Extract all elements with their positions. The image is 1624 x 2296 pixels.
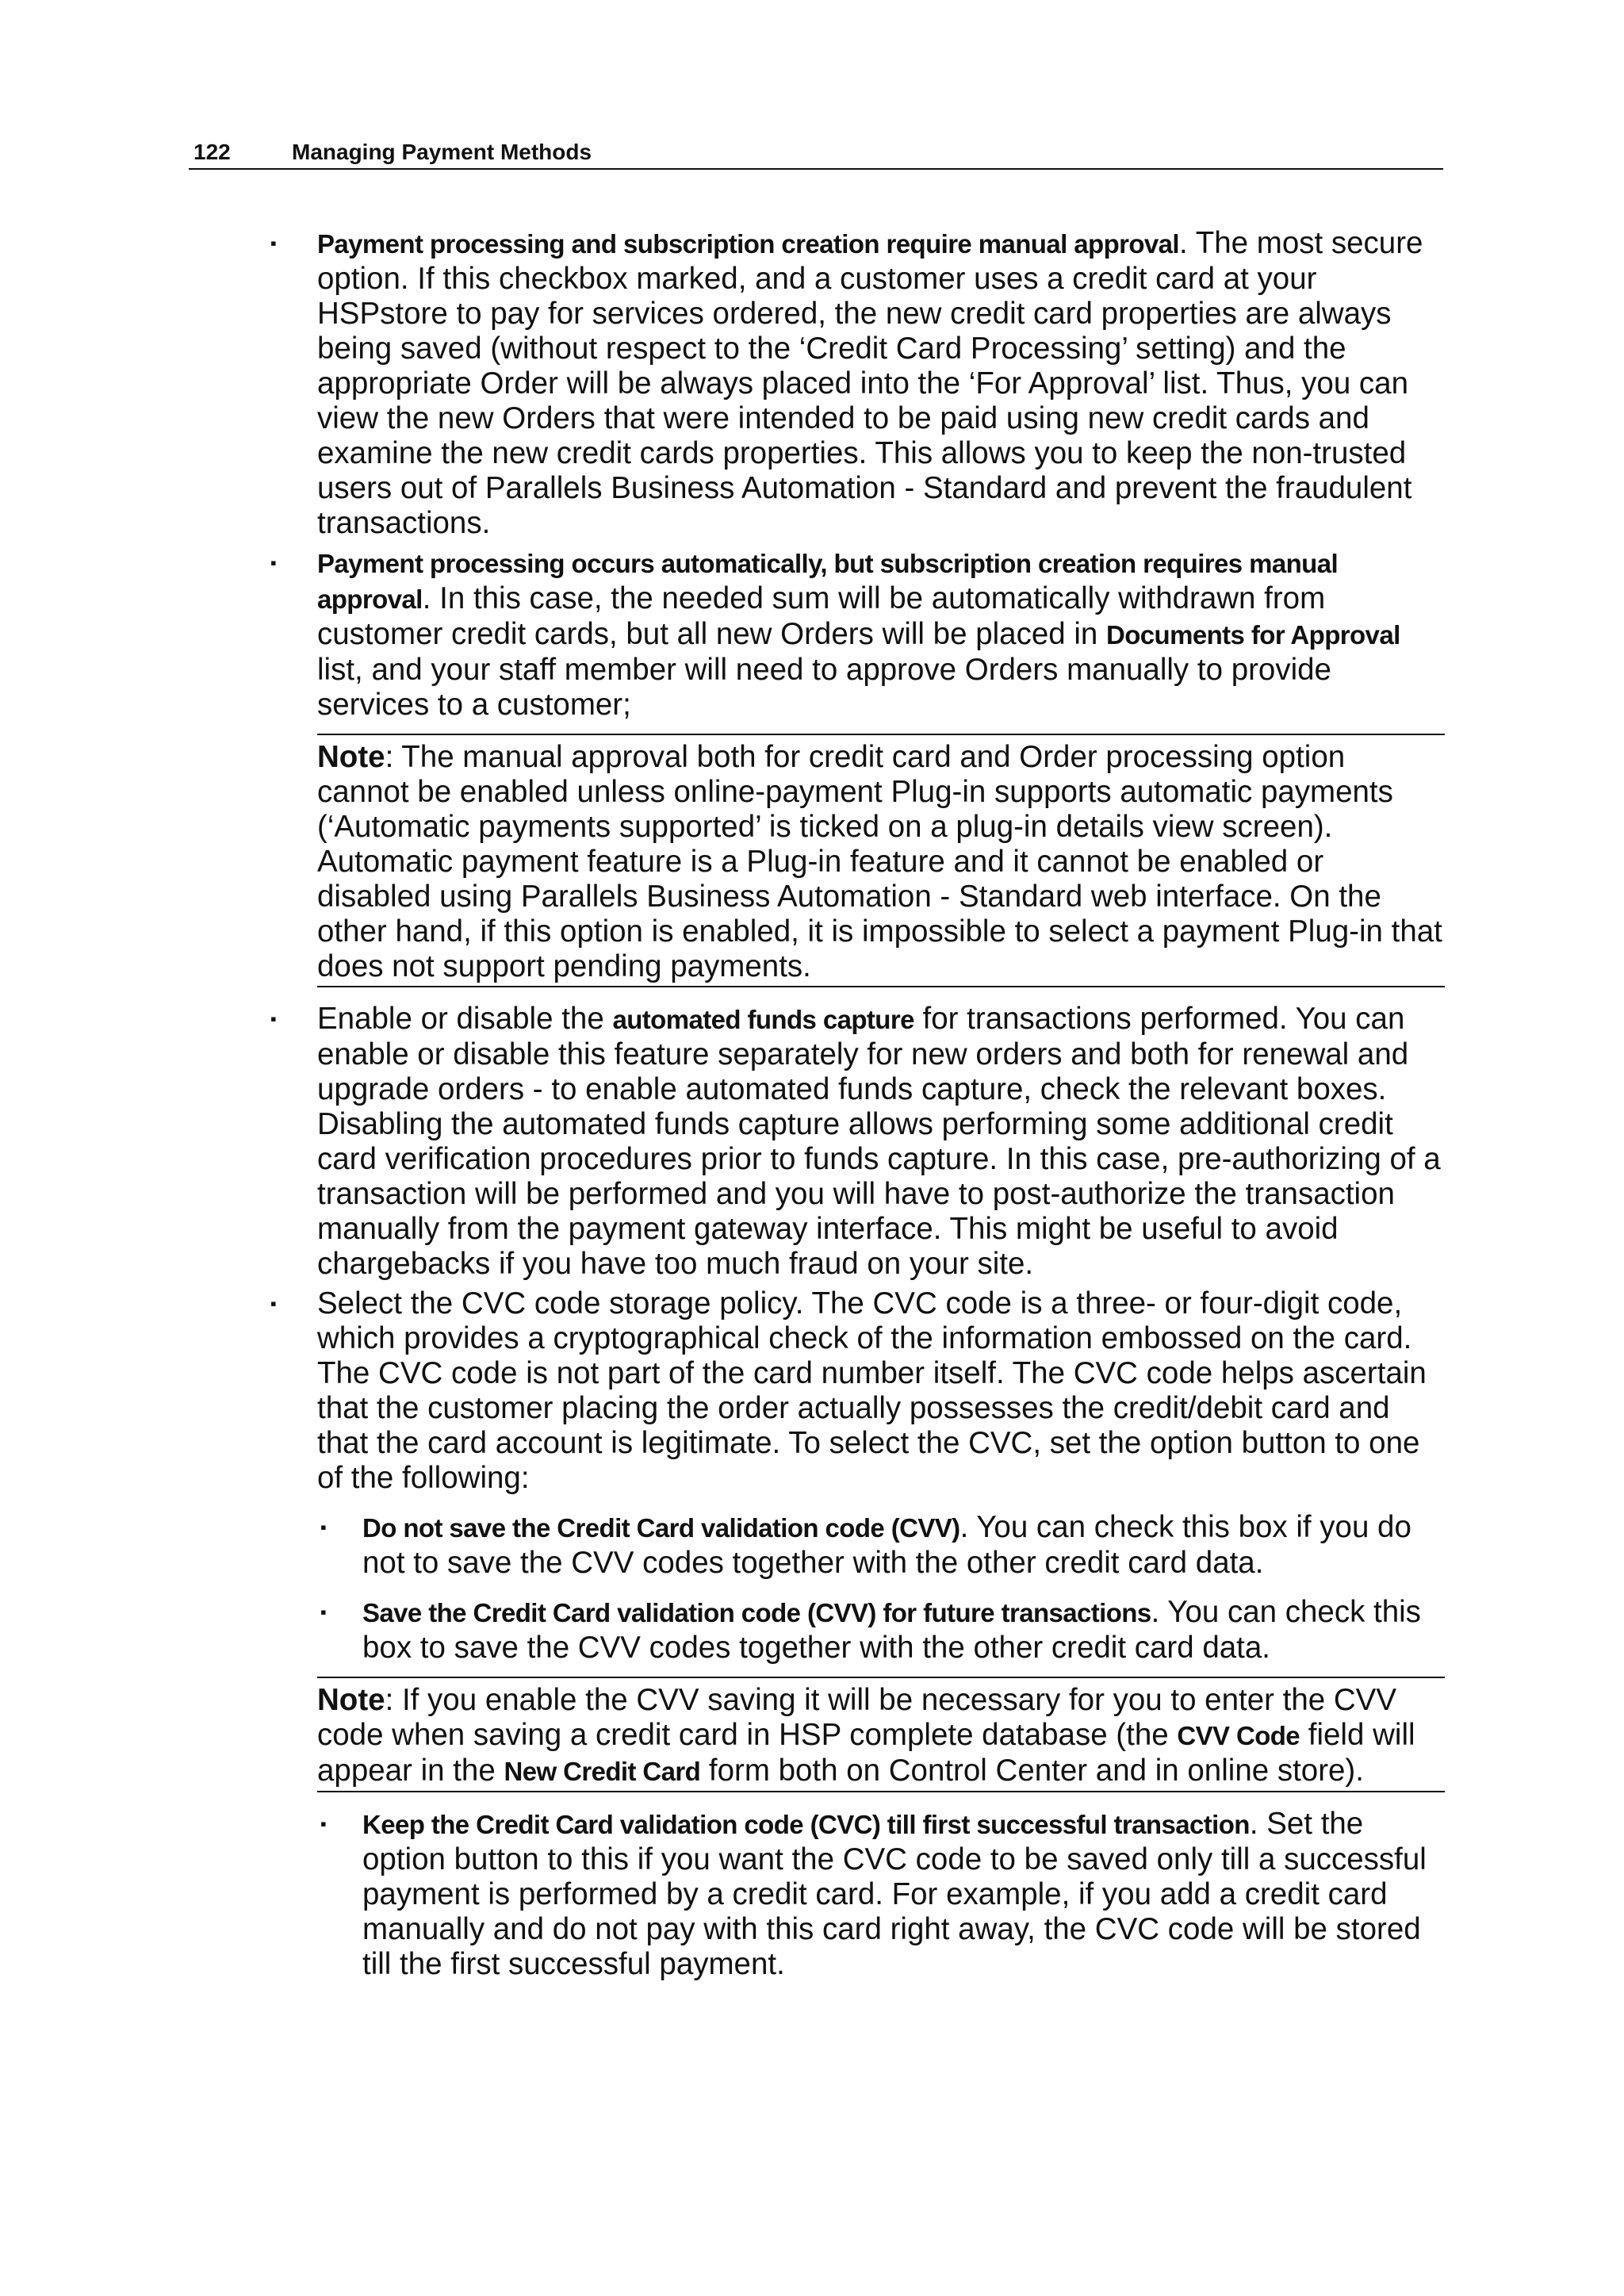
section-title: Managing Payment Methods — [292, 140, 592, 164]
note-text: : The manual approval both for credit card and Order processing option cannot be enabled unless online-payment Plug-in supports automatic payments (‘Automatic payments supported’ is ticked on a plug-in details view screen). Automatic payment feature is a Plug-in feature and it cannot be enabled or disabled using Parallels Business Automation - Standard web interface. On the other hand, if this option is enabled, it is impossible to select a payment Plug-in that does not support pending payments. — [317, 740, 1442, 983]
option-description-cont: list, and your staff member will need to approve Orders manually to provide services to a customer; — [317, 653, 1331, 722]
bullet-item-manual-approval — [270, 226, 1445, 541]
bullet-icon: ▪ — [270, 1009, 277, 1029]
note-heading: Note — [317, 1683, 385, 1717]
note-text-cont: field will appear in the — [317, 1718, 1415, 1788]
option-label: automated funds capture — [612, 1005, 914, 1034]
cvv-code-field-term: CVV Code — [1177, 1721, 1300, 1750]
option-description: . The most secure option. If this checkbox marked, and a customer uses a credit card at your HSPstore to pay for services ordered, the new credit card properties are always being saved (without respect to the ‘Credit Card Processing’ setting) and the appropriate Order will be always placed into the ‘For Approval’ list. Thus, you can view the new Orders that were intended to be paid using new credit cards and examine the new credit cards properties. This allows you to keep the non-trusted users out of Parallels Business Automation - Standard and prevent the fraudulent transactions. — [317, 226, 1423, 540]
option-description: . You can check this box to save the CVV codes together with the other credit card data. — [362, 1595, 1421, 1665]
note-box-cvv-saving — [317, 1677, 1445, 1792]
bullet-icon: ▪ — [320, 1814, 327, 1834]
bullet-icon: ▪ — [270, 553, 277, 573]
page-content — [270, 226, 1445, 1982]
bullet-item-cvc-policy — [270, 1286, 1445, 1496]
note-heading: Note — [317, 740, 385, 774]
bullet-icon: ▪ — [270, 1294, 277, 1313]
option-label: Do not save the Credit Card validation code (CVV) — [362, 1513, 960, 1543]
bullet-icon: ▪ — [320, 1602, 327, 1622]
option-description: . You can check this box if you do not to save the CVV codes together with the other credit card data. — [362, 1510, 1411, 1580]
option-description: Select the CVC code storage policy. The CVC code is a three- or four-digit code, which provides a cryptographical check of the information embossed on the card. The CVC code is not part of the card number itself. The CVC code helps ascertain that the customer placing the order actually possesses the credit/debit card and that the card account is legitimate. To select the CVC, set the option button to one of the following: — [317, 1286, 1427, 1495]
documents-for-approval-term: Documents for Approval — [1106, 620, 1400, 650]
bullet-icon: ▪ — [270, 233, 277, 253]
sub-bullet-do-not-save-cvv — [320, 1510, 1445, 1581]
option-label: Payment processing occurs automatically, but subscription creation requires manual approval — [317, 549, 1339, 614]
sub-bullet-save-cvv — [320, 1595, 1445, 1665]
option-description-cont: for transactions performed. You can enable or disable this feature separately for new orders and both for renewal and upgrade orders - to enable automated funds capture, check the relevant boxes. Disabling the automated funds capture allows performing some additional credit card verification procedures prior to funds capture. In this case, pre-authorizing of a transaction will be performed and you will have to post-authorize the transaction manually from the payment gateway interface. This might be useful to avoid chargebacks if you have too much fraud on your site. — [317, 1002, 1441, 1281]
option-description: . In this case, the needed sum will be automatically withdrawn from customer credit cards, but all new Orders will be placed in — [317, 581, 1326, 651]
note-box-manual-approval — [317, 734, 1445, 987]
bullet-icon: ▪ — [320, 1517, 327, 1537]
page-header — [189, 133, 1443, 170]
sub-bullet-keep-cvc — [320, 1807, 1445, 1982]
note-text: : If you enable the CVV saving it will be necessary for you to enter the CVV code when saving a credit card in HSP complete database (the — [317, 1683, 1397, 1752]
page-number: 122 — [193, 140, 231, 164]
new-credit-card-form-term: New Credit Card — [504, 1757, 701, 1786]
option-description: Enable or disable the — [317, 1002, 613, 1036]
option-label: Payment processing and subscription creation require manual approval — [317, 229, 1180, 259]
bullet-item-funds-capture — [270, 1002, 1445, 1282]
bullet-item-automatic-payment — [270, 546, 1445, 723]
note-text-end: form both on Control Center and in online store). — [700, 1754, 1364, 1788]
option-label: Save the Credit Card validation code (CVV) for future transactions — [362, 1598, 1151, 1627]
option-description: . Set the option button to this if you want the CVC code to be saved only till a successful payment is performed by a credit card. For example, if you add a credit card manually and do not pay with this card right away, the CVC code will be stored till the first successful payment. — [362, 1807, 1427, 1981]
option-label: Keep the Credit Card validation code (CVC) till first successful transaction — [362, 1810, 1250, 1839]
